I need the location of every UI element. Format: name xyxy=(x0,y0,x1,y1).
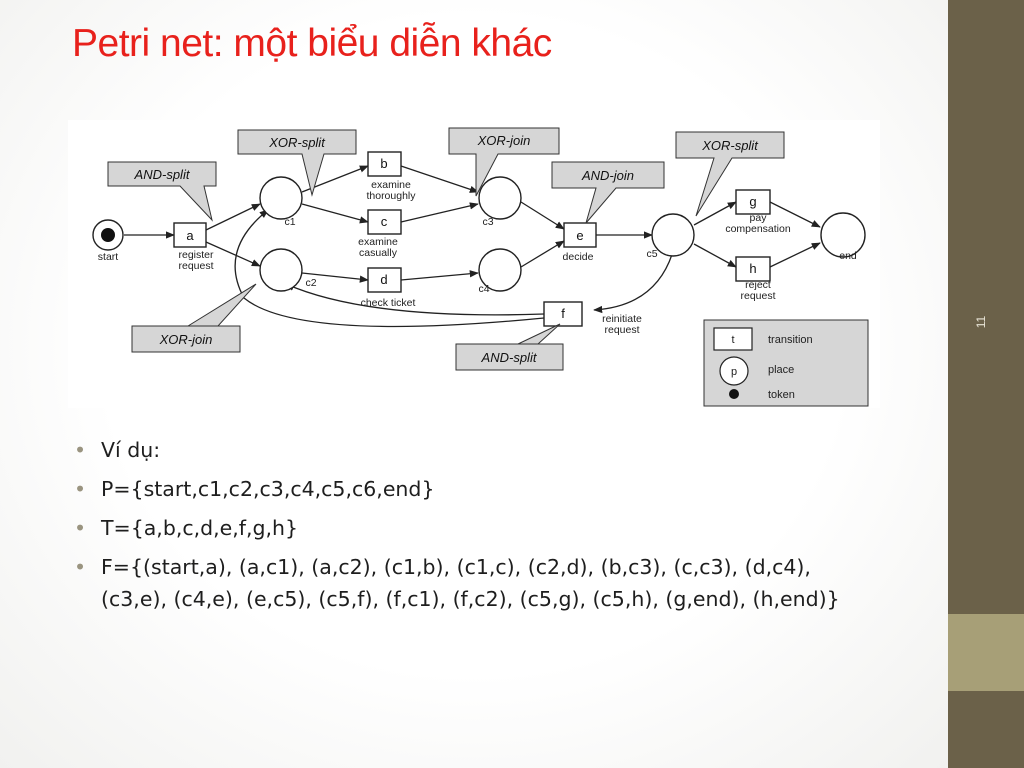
legend-transition-glyph: t xyxy=(731,334,735,346)
legend-transition-label: transition xyxy=(768,334,813,346)
legend-token-label: token xyxy=(768,389,795,401)
label-line: request xyxy=(178,260,214,272)
transition-f-label xyxy=(602,313,642,336)
transition-h-id: h xyxy=(749,261,757,276)
callout-and-join-text: AND-join xyxy=(581,168,635,183)
slide-title: Petri net: một biểu diễn khác xyxy=(72,22,552,65)
callout-and-split-2-text: AND-split xyxy=(481,350,537,365)
callout-xor-split-2-text: XOR-split xyxy=(702,138,758,153)
label-line: reject xyxy=(745,279,771,291)
place-start-label: start xyxy=(97,251,119,263)
label-line: register xyxy=(178,249,214,261)
legend-token-symbol xyxy=(729,389,739,399)
label-line: casually xyxy=(359,247,397,259)
label-line: pay xyxy=(749,212,767,224)
label-line: compensation xyxy=(725,223,791,235)
start-token xyxy=(101,228,115,242)
label-line: reinitiate xyxy=(602,313,642,325)
bullet-item: • Ví dụ: xyxy=(72,434,872,466)
legend-place-glyph: p xyxy=(730,366,738,378)
transition-d-id: d xyxy=(380,272,388,287)
transition-d-label: check ticket xyxy=(360,297,416,309)
place-c5 xyxy=(652,214,694,256)
transition-b-id: b xyxy=(380,156,388,171)
callout-xor-join-2-text: XOR-join xyxy=(159,332,213,347)
place-end-label: end xyxy=(839,250,857,262)
place-c1 xyxy=(260,177,302,219)
place-c3-label: c3 xyxy=(482,216,494,228)
transition-g-id: g xyxy=(749,194,757,209)
place-c3 xyxy=(479,177,521,219)
label-line: examine xyxy=(371,179,411,191)
place-c4-label: c4 xyxy=(478,283,490,295)
transition-c-id: c xyxy=(380,214,388,229)
label-line: request xyxy=(740,290,776,302)
bullet-list xyxy=(72,434,872,622)
transition-c-label xyxy=(358,236,398,259)
label-line: request xyxy=(604,324,640,336)
transition-h-label xyxy=(740,279,775,302)
legend-place-label: place xyxy=(768,364,795,376)
label-line: examine xyxy=(358,236,398,248)
transition-e-id: e xyxy=(576,228,584,243)
callout-xor-join-1-text: XOR-join xyxy=(477,133,531,148)
callout-and-split-1-text: AND-split xyxy=(134,167,190,182)
petri-net-diagram xyxy=(68,120,880,408)
transition-a-id: a xyxy=(186,228,194,243)
place-c1-label: c1 xyxy=(284,216,296,228)
legend xyxy=(704,320,868,406)
place-c5-label: c5 xyxy=(646,248,658,260)
transition-b-label xyxy=(366,179,416,202)
label-line: thoroughly xyxy=(366,190,416,202)
bullet-item: • T={a,b,c,d,e,f,g,h} xyxy=(72,512,872,544)
place-c2-label: c2 xyxy=(305,277,317,289)
slide-number: 11 xyxy=(974,315,988,329)
bullet-item: • P={start,c1,c2,c3,c4,c5,c6,end} xyxy=(72,473,872,505)
side-bar-accent xyxy=(948,614,1024,691)
callout-xor-split-1-text: XOR-split xyxy=(269,135,325,150)
place-c2 xyxy=(260,249,302,291)
bullet-item: • F={(start,a), (a,c1), (a,c2), (c1,b), (c1,c), (c2,d), (b,c3), (c,c3), (d,c4), (c3,e), (c4,e), (e,c5), (c5,f), (f,c1), (f,c2), (c5,g), (c5,h), (g,end), (h,end)} xyxy=(72,551,872,615)
transition-a-label xyxy=(178,249,214,272)
transition-f-id: f xyxy=(561,306,565,321)
transition-e-label: decide xyxy=(562,251,594,263)
